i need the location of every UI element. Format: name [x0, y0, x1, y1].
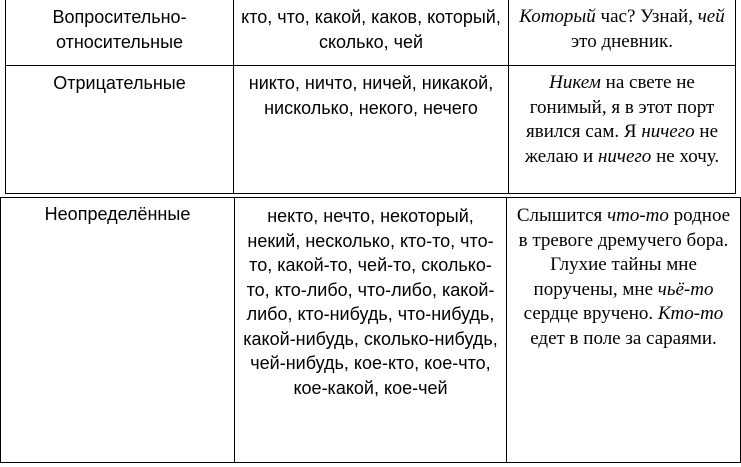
- example-pronoun: Кто-то: [657, 303, 724, 324]
- example-text: не желаю и: [524, 121, 719, 167]
- category-cell: Отрицательные: [6, 66, 234, 194]
- example-pronoun: чей: [697, 6, 725, 27]
- table-row: [1, 198, 741, 463]
- example-text: едет в поле за сараями.: [530, 327, 717, 349]
- example-cell: [507, 198, 741, 463]
- example-text: Слышится: [516, 205, 608, 226]
- pronouns-cell: никто, ничто, ничей, никакой, нисколько, некого, нечего: [234, 66, 509, 194]
- category-cell: Вопросительно-относительные: [6, 0, 234, 66]
- example-text: сердце вручено.: [523, 303, 658, 324]
- example-pronoun: что-то: [607, 205, 669, 226]
- example-pronoun: чьё-то: [657, 278, 714, 300]
- example-pronoun: ничего: [641, 121, 695, 142]
- example-cell: [509, 0, 736, 66]
- pronoun-table-top: [5, 0, 736, 194]
- table-row: [6, 0, 736, 66]
- example-text: час? Узнай,: [595, 6, 698, 27]
- example-cell: [509, 66, 736, 194]
- example-pronoun: Никем: [549, 72, 601, 93]
- example-text: это дневник.: [570, 30, 673, 52]
- example-text: на свете не гонимый, я в этот порт явился сам. Я: [525, 72, 715, 142]
- pronoun-table-bottom: [0, 197, 741, 463]
- pronouns-cell: кто, что, какой, каков, который, сколько, чей: [234, 0, 509, 66]
- example-pronoun: Который: [519, 6, 596, 27]
- pronouns-cell: некто, нечто, некоторый, некий, несколько, кто-то, что-то, какой-то, чей-то, сколько-то, кто-либо, что-либо, какой-либо, кто-нибудь, что-нибудь, какой-нибудь, сколько-нибудь, чей-нибудь, кое-кто, кое-что, кое-какой, кое-чей: [235, 198, 507, 463]
- example-pronoun: ничего: [597, 145, 652, 167]
- example-text: родное в тревоге дремучего бора. Глухие тайны мне поручены, мне: [518, 205, 731, 300]
- example-text: не хочу.: [651, 145, 720, 167]
- category-cell: Неопределённые: [1, 198, 235, 463]
- table-row: [6, 66, 736, 194]
